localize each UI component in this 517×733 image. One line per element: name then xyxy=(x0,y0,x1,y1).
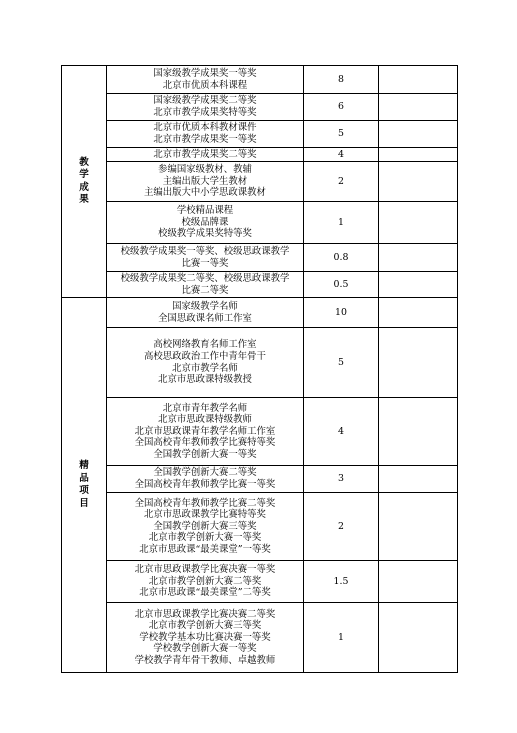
category-char: 成 xyxy=(79,181,89,193)
table-row xyxy=(62,603,458,673)
item-line: 校级品牌课 xyxy=(181,216,229,228)
score-cell: 10 xyxy=(304,298,379,328)
item-line: 主编出版大学生教材 xyxy=(162,175,248,187)
item-line: 北京市教学创新大赛三等奖 xyxy=(148,620,262,632)
item-line: 北京市思政课特级教授 xyxy=(158,374,252,386)
item-line: 全国高校青年教师教学比赛一等奖 xyxy=(134,479,276,490)
item-cell xyxy=(107,298,304,328)
item-line: 北京市教学创新大赛一等奖 xyxy=(148,532,262,544)
item-line: 比赛二等奖 xyxy=(181,284,229,296)
item-cell xyxy=(107,272,304,298)
blank-cell xyxy=(379,328,458,398)
item-cell xyxy=(107,162,304,202)
table-row xyxy=(62,202,458,244)
item-line: 北京市思政课“最美课堂”一等奖 xyxy=(139,543,271,555)
item-cell xyxy=(107,121,304,148)
item-line: 全国教学创新大赛二等奖 xyxy=(153,467,257,479)
item-line: 国家级教学成果奖二等奖 xyxy=(153,95,257,107)
table-row xyxy=(62,162,458,202)
table-row xyxy=(62,94,458,121)
table-body xyxy=(62,66,458,673)
table-row xyxy=(62,466,458,493)
score-cell: 5 xyxy=(304,328,379,398)
table-row xyxy=(62,272,458,298)
item-line: 高校思政政治工作中青年骨干 xyxy=(144,350,266,362)
item-line: 北京市教学成果奖二等奖 xyxy=(153,148,257,160)
item-cell xyxy=(107,66,304,94)
score-cell: 6 xyxy=(304,94,379,121)
blank-cell xyxy=(379,162,458,202)
item-line: 全国思政课名师工作室 xyxy=(158,312,252,324)
score-cell: 0.5 xyxy=(304,272,379,298)
item-cell xyxy=(107,328,304,398)
item-cell xyxy=(107,493,304,561)
blank-cell xyxy=(379,298,458,328)
scoring-table xyxy=(61,65,458,673)
table-row xyxy=(62,398,458,466)
table-row xyxy=(62,148,458,162)
item-line: 学校教学青年骨干教师、卓越教师 xyxy=(134,654,276,666)
item-line: 北京市青年教学名师 xyxy=(162,402,248,414)
item-cell xyxy=(107,603,304,673)
blank-cell xyxy=(379,603,458,673)
item-cell xyxy=(107,148,304,162)
score-cell: 5 xyxy=(304,121,379,148)
item-line: 北京市优质本科教材课件 xyxy=(153,122,257,134)
score-cell: 2 xyxy=(304,493,379,561)
table-row xyxy=(62,121,458,148)
item-cell xyxy=(107,398,304,466)
score-cell: 1 xyxy=(304,202,379,244)
table-row xyxy=(62,298,458,328)
category-char: 品 xyxy=(79,472,89,484)
item-cell xyxy=(107,561,304,603)
blank-cell xyxy=(379,398,458,466)
item-line: 北京市教学名师 xyxy=(172,362,238,374)
table-row xyxy=(62,561,458,603)
item-line: 全国高校青年教师教学比赛二等奖 xyxy=(134,497,276,509)
score-cell: 1 xyxy=(304,603,379,673)
table-row xyxy=(62,328,458,398)
blank-cell xyxy=(379,148,458,162)
category-char: 项 xyxy=(79,485,89,496)
blank-cell xyxy=(379,94,458,121)
item-line: 北京市思政课“最美课堂”二等奖 xyxy=(139,587,271,599)
item-cell xyxy=(107,466,304,493)
blank-cell xyxy=(379,244,458,272)
category-label xyxy=(62,298,107,673)
blank-cell xyxy=(379,121,458,148)
blank-cell xyxy=(379,272,458,298)
item-line: 北京市思政课教学比赛特等奖 xyxy=(144,509,266,521)
item-line: 北京市教学成果奖一等奖 xyxy=(153,134,257,145)
blank-cell xyxy=(379,493,458,561)
item-line: 高校网络教育名师工作室 xyxy=(153,339,257,351)
category-char: 学 xyxy=(79,169,89,180)
blank-cell xyxy=(379,466,458,493)
score-cell: 2 xyxy=(304,162,379,202)
item-line: 北京市思政课青年教学名师工作室 xyxy=(134,425,276,437)
score-cell: 4 xyxy=(304,398,379,466)
item-cell xyxy=(107,244,304,272)
item-line: 北京市思政课教学比赛决赛二等奖 xyxy=(134,608,276,620)
item-line: 参编国家级教材、教辅 xyxy=(158,164,252,176)
item-cell xyxy=(107,202,304,244)
item-line: 校级教学成果奖特等奖 xyxy=(158,228,252,240)
item-line: 主编出版大中小学思政课教材 xyxy=(144,187,266,199)
score-cell: 3 xyxy=(304,466,379,493)
table-row xyxy=(62,66,458,94)
item-line: 北京市思政课教学比赛决赛一等奖 xyxy=(134,564,276,576)
item-line: 学校教学基本功比赛决赛一等奖 xyxy=(139,631,271,643)
item-line: 学校精品课程 xyxy=(176,205,234,217)
blank-cell xyxy=(379,561,458,603)
item-line: 全国教学创新大赛三等奖 xyxy=(153,520,257,532)
blank-cell xyxy=(379,202,458,244)
item-cell xyxy=(107,94,304,121)
item-line: 全国教学创新大赛一等奖 xyxy=(153,448,257,460)
table-row xyxy=(62,244,458,272)
table-row xyxy=(62,493,458,561)
item-line: 北京市优质本科课程 xyxy=(162,79,248,91)
item-line: 国家级教学成果奖一等奖 xyxy=(153,67,257,79)
score-cell: 0.8 xyxy=(304,244,379,272)
category-char: 果 xyxy=(79,194,89,205)
item-line: 北京市思政课特级教师 xyxy=(158,414,252,426)
item-line: 北京市教学成果奖特等奖 xyxy=(153,107,257,118)
score-cell: 1.5 xyxy=(304,561,379,603)
category-char: 目 xyxy=(79,497,89,509)
score-cell: 4 xyxy=(304,148,379,162)
item-line: 比赛一等奖 xyxy=(181,257,229,269)
item-line: 国家级教学名师 xyxy=(172,300,238,312)
blank-cell xyxy=(379,66,458,94)
category-label xyxy=(62,66,107,298)
item-line: 北京市教学创新大赛二等奖 xyxy=(148,575,262,587)
item-line: 学校教学创新大赛一等奖 xyxy=(153,643,257,655)
item-line: 校级教学成果奖一等奖、校级思政课教学 xyxy=(120,245,290,257)
item-line: 全国高校青年教师教学比赛特等奖 xyxy=(134,437,276,449)
score-cell: 8 xyxy=(304,66,379,94)
category-char: 教 xyxy=(79,156,89,168)
category-char: 精 xyxy=(79,460,89,471)
item-line: 校级教学成果奖二等奖、校级思政课教学 xyxy=(120,272,290,284)
